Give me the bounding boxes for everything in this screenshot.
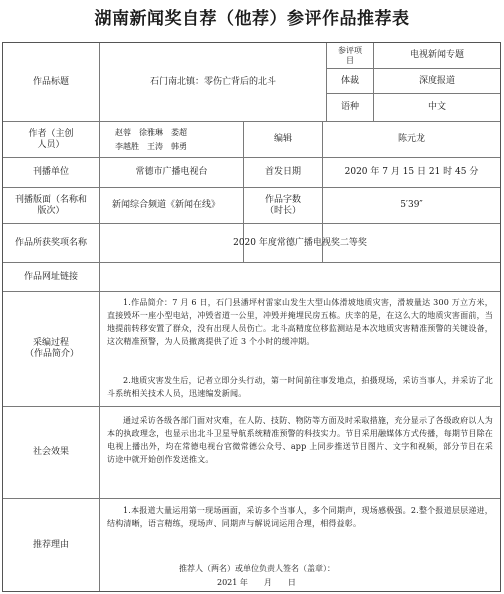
edition-value: 新闻综合频道《新闻在线》 — [112, 200, 221, 210]
work-title-label: 作品标题 — [32, 76, 69, 87]
authors-line-2: 李越胜 王涛 韩勇 — [115, 142, 187, 151]
language-value: 中文 — [427, 102, 446, 112]
publisher-label: 刊播单位 — [32, 167, 69, 177]
intro-paragraph-1: 1.作品简介：7 月 6 日，石门县潘坪村雷家山发生大型山体滑坡地质灾害，滑坡量达 300 万立方米，直接毁坏一座小型电站，冲毁省道一公里，冲毁并掩埋民房五栋。庆幸的是，在这么大的地质灾害面前，当地提前转移安置了群众，没有出现人员伤亡。北斗高精度位移监测站是本次地质灾害精准预警的关键设备，这次精准预警，为人员撤离提供了近 3 个小时的缓冲期。 — [107, 298, 493, 346]
reason-paragraph: 1.本报道大量运用第一现场画面，采访多个当事人，多个同期声，现场感极强。2.整个报道层层递进，结构清晰，语言精练，现场声、同期声与解说词运用合理，相得益彰。 — [107, 506, 493, 528]
intro-label: 采编过程（作品简介） — [25, 338, 80, 359]
project-label: 参评项目 — [338, 45, 362, 65]
genre-label: 体裁 — [340, 75, 359, 86]
first-release-date-label: 首发日期 — [264, 167, 301, 177]
editor-value: 陈元龙 — [397, 134, 425, 144]
project-value: 电视新闻专题 — [409, 50, 464, 60]
signature-date: 2021 年 月 日 — [217, 578, 296, 587]
first-release-date-value: 2020 年 7 月 15 日 21 时 45 分 — [344, 167, 479, 177]
publisher-value: 常德市广播电视台 — [135, 167, 208, 177]
edition-label: 刊播版面（名称和版次） — [14, 194, 87, 216]
recommendation-form-table — [2, 42, 501, 592]
intro-paragraph-2: 2.地质灾害发生后，记者立即分头行动，第一时间前往事发地点，拍摄现场，采访当事人，并采访了北斗系统相关技术人员，迅速编发新闻。 — [107, 376, 493, 398]
effect-paragraph: 通过采访各级各部门面对灾难，在人防、技防、物防等方面及时采取措施，充分显示了各级政府以人为本的执政理念，也显示出北斗卫星导航系统精准预警的科技实力。节目采用融媒体方式传播，每期节目除在电视上播出外，均在常德电视台官微常德公众号、app 上同步推送节目图片、文字和视频，部分节目在采访途中就开始创作发送推文。 — [107, 416, 493, 464]
reason-label: 推荐理由 — [32, 539, 69, 550]
document-title: 湖南新闻奖自荐（他荐）参评作品推荐表 — [94, 9, 410, 29]
award-label: 作品所获奖项名称 — [14, 237, 87, 248]
url-value — [100, 263, 500, 291]
genre-value: 深度报道 — [418, 75, 455, 86]
award-value: 2020 年度常德广播电视奖二等奖 — [233, 237, 367, 248]
length-value: 5′39″ — [400, 200, 423, 210]
effect-label: 社会效果 — [32, 447, 69, 457]
work-title-value: 石门南北镇：零伤亡背后的北斗 — [149, 76, 276, 87]
column-divider — [99, 43, 100, 591]
language-label: 语种 — [340, 102, 359, 112]
signature-line: 推荐人（两名）或单位负责人签名（盖章）： — [179, 564, 335, 573]
authors-label: 作者（主创人员） — [28, 128, 74, 150]
editor-label: 编辑 — [273, 134, 292, 144]
length-label: 作品字数（时长） — [264, 194, 301, 216]
url-label: 作品网址链接 — [23, 271, 78, 282]
authors-line-1: 赵蓉 徐雅琳 娄超 — [115, 128, 187, 137]
